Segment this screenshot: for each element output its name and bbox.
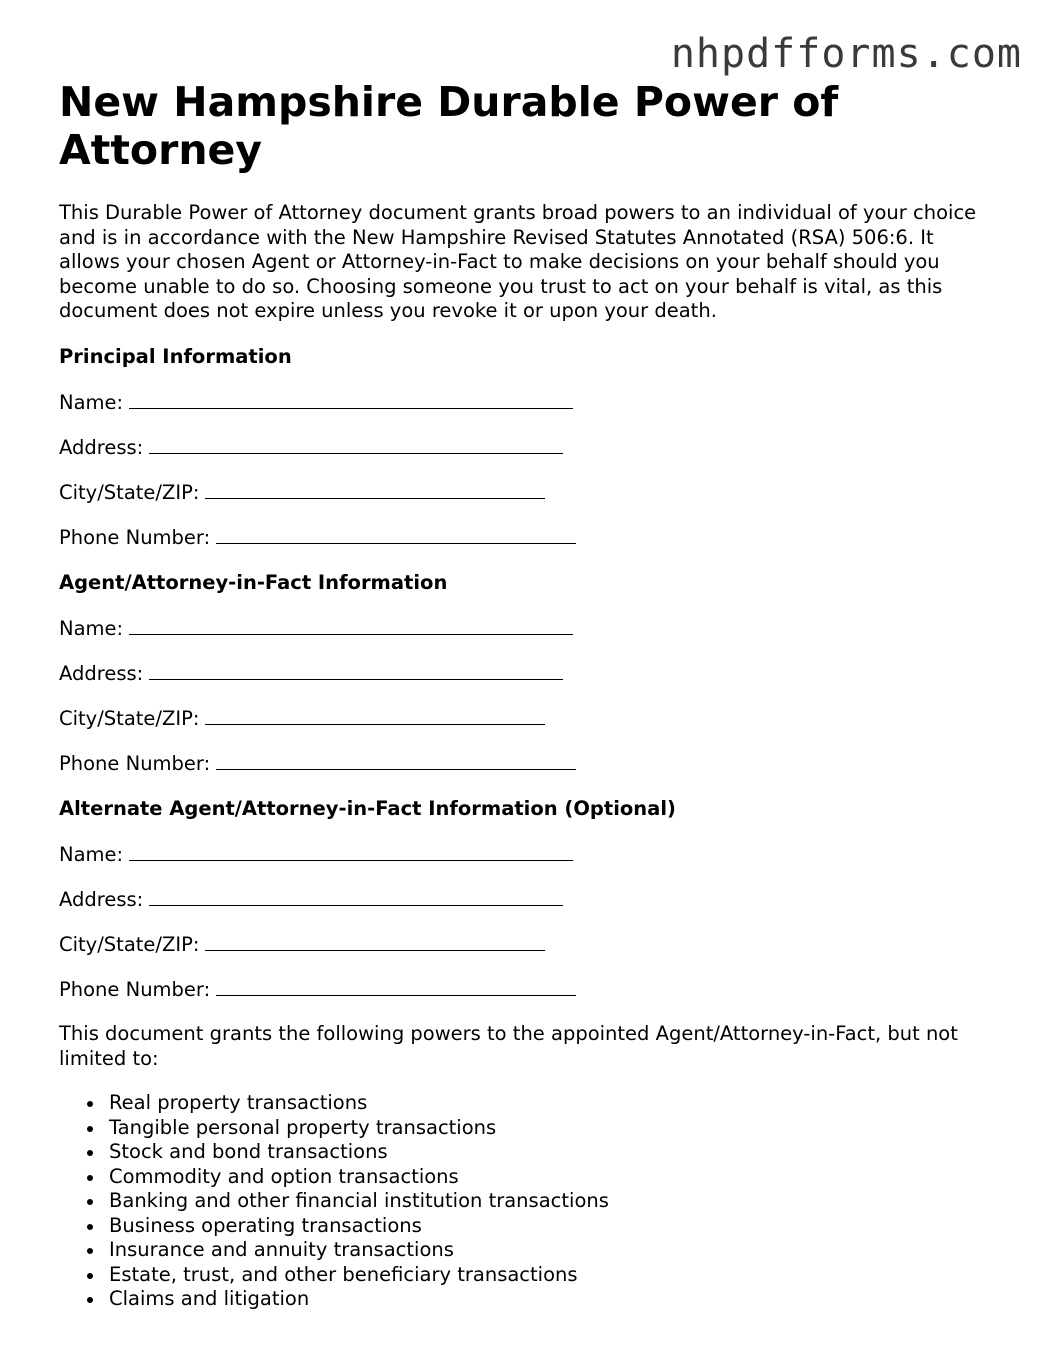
- list-item: Commodity and option transactions: [109, 1165, 609, 1190]
- field-label: Phone Number:: [59, 526, 211, 549]
- alternate-address-field[interactable]: [59, 887, 563, 912]
- principal-heading: Principal Information: [59, 345, 292, 368]
- field-blank[interactable]: [216, 977, 576, 996]
- field-blank[interactable]: [149, 435, 563, 454]
- field-label: Address:: [59, 662, 144, 685]
- agent-phone-field[interactable]: [59, 751, 576, 776]
- document-title: New Hampshire Durable Power of Attorney: [59, 78, 839, 174]
- list-item: Stock and bond transactions: [109, 1140, 609, 1165]
- alternate-phone-field[interactable]: [59, 977, 576, 1002]
- list-item: Business operating transactions: [109, 1214, 609, 1239]
- field-label: City/State/ZIP:: [59, 707, 200, 730]
- agent-address-field[interactable]: [59, 661, 563, 686]
- powers-intro-paragraph: This document grants the following powers to the appointed Agent/Attorney-in-Fact, but not limited to:: [59, 1022, 958, 1070]
- agent-heading: Agent/Attorney-in-Fact Information: [59, 571, 448, 594]
- principal-phone-field[interactable]: [59, 525, 576, 550]
- field-blank[interactable]: [205, 932, 545, 951]
- field-blank[interactable]: [149, 661, 563, 680]
- field-label: City/State/ZIP:: [59, 481, 200, 504]
- field-blank[interactable]: [216, 525, 576, 544]
- field-blank[interactable]: [129, 390, 573, 409]
- field-blank[interactable]: [216, 751, 576, 770]
- agent-name-field[interactable]: [59, 616, 573, 641]
- list-item: Claims and litigation: [109, 1287, 609, 1312]
- field-blank[interactable]: [129, 842, 573, 861]
- field-label: City/State/ZIP:: [59, 933, 200, 956]
- list-item: Insurance and annuity transactions: [109, 1238, 609, 1263]
- intro-paragraph: This Durable Power of Attorney document grants broad powers to an individual of your choice and is in accordance with the New Hampshire Revised Statutes Annotated (RSA) 506:6. It allows your chosen Agent or Attorney-in-Fact to make decisions on your behalf should you become unable to do so. Choosing someone you trust to act on your behalf is vital, as this document does not expire unless you revoke it or upon your death.: [59, 201, 977, 322]
- field-label: Address:: [59, 436, 144, 459]
- site-watermark: nhpdfforms.com: [670, 31, 1022, 77]
- field-label: Name:: [59, 843, 124, 866]
- field-label: Name:: [59, 617, 124, 640]
- field-label: Phone Number:: [59, 752, 211, 775]
- field-blank[interactable]: [205, 480, 545, 499]
- principal-address-field[interactable]: [59, 435, 563, 460]
- alternate-agent-heading: Alternate Agent/Attorney-in-Fact Information (Optional): [59, 797, 676, 820]
- field-blank[interactable]: [149, 887, 563, 906]
- alternate-name-field[interactable]: [59, 842, 573, 867]
- list-item: Tangible personal property transactions: [109, 1116, 609, 1141]
- field-label: Phone Number:: [59, 978, 211, 1001]
- principal-name-field[interactable]: [59, 390, 573, 415]
- field-blank[interactable]: [205, 706, 545, 725]
- field-label: Address:: [59, 888, 144, 911]
- field-blank[interactable]: [129, 616, 573, 635]
- alternate-city-state-zip-field[interactable]: [59, 932, 545, 957]
- list-item: Banking and other financial institution transactions: [109, 1189, 609, 1212]
- field-label: Name:: [59, 391, 124, 414]
- powers-list: [59, 1091, 609, 1312]
- list-item: Estate, trust, and other beneficiary transactions: [109, 1263, 609, 1288]
- principal-city-state-zip-field[interactable]: [59, 480, 545, 505]
- agent-city-state-zip-field[interactable]: [59, 706, 545, 731]
- list-item: Real property transactions: [109, 1091, 609, 1116]
